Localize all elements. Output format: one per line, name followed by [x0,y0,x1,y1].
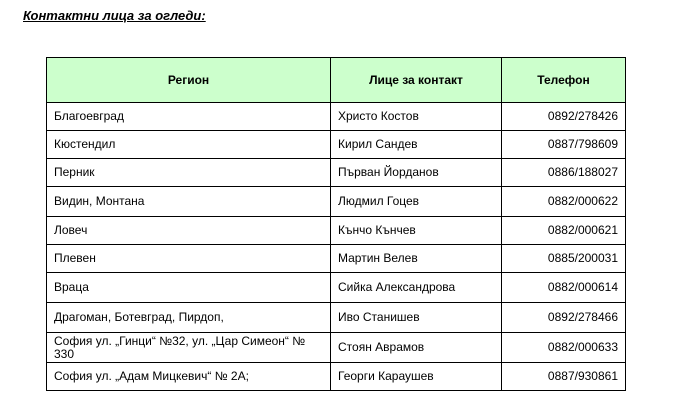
cell-person: Мартин Велев [331,245,502,273]
cell-region: Ловеч [47,217,331,245]
cell-phone: 0886/188027 [502,159,626,187]
table-row [47,217,626,245]
cell-person: Кънчо Кънчев [331,217,502,245]
cell-region: Перник [47,159,331,187]
cell-phone: 0892/278466 [502,303,626,333]
cell-region: Благоевград [47,103,331,131]
cell-phone: 0882/000633 [502,333,626,363]
cell-region: Драгоман, Ботевград, Пирдоп, [47,303,331,333]
table-header-row [47,58,626,103]
cell-phone: 0885/200031 [502,245,626,273]
cell-phone: 0882/000621 [502,217,626,245]
cell-person: Сийка Александрова [331,273,502,303]
cell-person: Людмил Гоцев [331,187,502,217]
cell-person: Първан Йорданов [331,159,502,187]
cell-person: Георги Караушев [331,363,502,391]
cell-region: Плевен [47,245,331,273]
cell-phone: 0892/278426 [502,103,626,131]
header-person: Лице за контакт [331,58,502,103]
table-row [47,245,626,273]
contacts-table [46,57,626,391]
cell-region: Враца [47,273,331,303]
header-phone: Телефон [502,58,626,103]
table-row [47,333,626,363]
cell-region: Видин, Монтана [47,187,331,217]
cell-region: Кюстендил [47,131,331,159]
cell-phone: 0882/000614 [502,273,626,303]
cell-region: София ул. „Гинци“ №32, ул. „Цар Симеон“ № 330 [47,333,331,363]
cell-phone: 0882/000622 [502,187,626,217]
page-heading: Контактни лица за огледи: [23,8,206,23]
table-row [47,273,626,303]
cell-phone: 0887/930861 [502,363,626,391]
cell-person: Христо Костов [331,103,502,131]
cell-person: Стоян Аврамов [331,333,502,363]
table-row [47,103,626,131]
cell-person: Кирил Сандев [331,131,502,159]
table-row [47,303,626,333]
cell-phone: 0887/798609 [502,131,626,159]
table-row [47,187,626,217]
cell-region: София ул. „Адам Мицкевич“ № 2А; [47,363,331,391]
table-row [47,131,626,159]
cell-person: Иво Станишев [331,303,502,333]
header-region: Регион [47,58,331,103]
table-row [47,363,626,391]
table-row [47,159,626,187]
